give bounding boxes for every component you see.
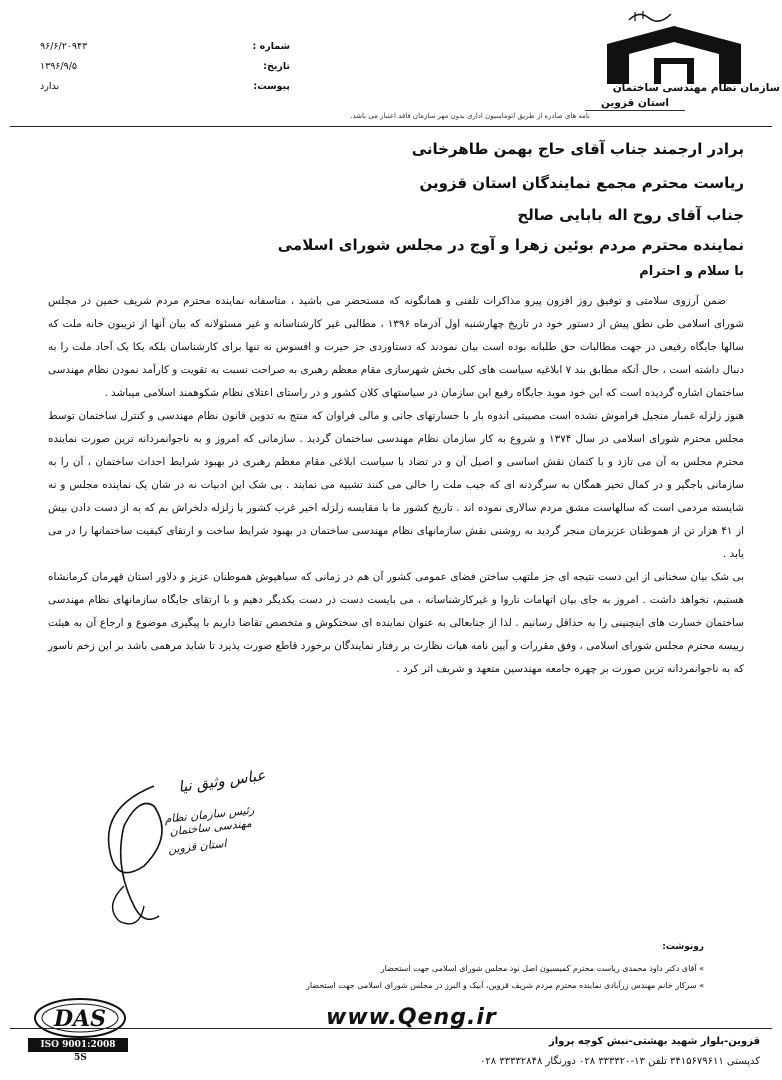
letter-body	[48, 290, 744, 681]
cc-item: » آقای دکتر داود محمدی ریاست محترم کمیسیون اصل نود مجلس شورای اسلامی جهت استحضار	[380, 964, 704, 973]
das-logo-text: DAS	[53, 1006, 107, 1032]
addressee-line-1: برادر ارجمند جناب آقای حاج بهمن طاهرخانی	[411, 140, 744, 158]
cc-label: رونوشت:	[662, 942, 704, 952]
footer-address: قزوین-بلوار شهید بهشتی-نبش کوچه پرواز	[549, 1036, 760, 1047]
meta-label: تاریخ:	[263, 60, 290, 72]
meta-attachment-row	[30, 76, 290, 96]
iso-number: 5S	[74, 1053, 87, 1063]
signer-title: رئیس سازمان نظام مهندسی ساختمان	[163, 803, 255, 839]
das-certification-logo	[30, 996, 130, 1040]
website-link[interactable]: www.Qeng.ir	[326, 1005, 497, 1030]
meta-label: پیوست:	[253, 80, 290, 92]
organization-city: استان قزوین	[585, 97, 685, 111]
body-paragraph: ضمن آرزوی سلامتی و توفیق روز افزون پیرو مذاکرات تلفنی و همانگونه که مستحضر می باشید ، متاسفانه نماینده محترم مردم شریف خمین در مجلس شورای اسلامی طی نطق پیش از دستور خود در تاریخ چهارشنبه اول آذرماه ۱۳۹۶ ، مطالبی غیر کارشناسانه و غیر مسئولانه که بیان آنها از تریبون خانه ملت که سالها جایگاه رفیعی در جهت مطالبات حق طلبانه بوده است بیان نمودند که دستاوردی جز حیرت و افسوس نه تنها برای کارشناسان بلکه یکا یک آحاد ملت را به دنبال داشته است ، حال آنکه مطابق بند ۷ ابلاغیه سیاست های کلی بخش شهرسازی مقام معظم رهبری به صراحت نسبت به تقویت و کارآمد نمودن نظام مهندسی ساختمان اشاره گردیده است که این خود موید جایگاه رفیع این سازمان در سیاستهای کلان کشور و در راستای اعتلای نظام شکوهمند اسلامی میباشد .	[48, 295, 744, 399]
cc-item: » سرکار خانم مهندس زرآبادی نماینده محترم مردم شریف قزوین، آبیک و البرز در مجلس شورای اسلامی جهت استحضار	[305, 981, 704, 990]
letter-date: ۱۳۹۶/۹/۵	[40, 60, 78, 72]
addressee-line-3: جناب آقای روح اله بابایی صالح	[517, 206, 744, 224]
organization-name: سازمان نظام مهندسی ساختمان	[612, 82, 780, 94]
building-logo-icon	[599, 24, 749, 86]
signer-name: عباس وثیق نیا	[177, 765, 267, 797]
basmala-calligraphy-icon	[625, 6, 675, 26]
body-paragraph: بی شک بیان سخنانی از این دست نتیجه ای جز ملتهب ساختن فضای عمومی کشور آن هم در زمانی که سیاهپوش هموطنان عزیز و دلاور استان قهرمان کرمانشاه هستیم، نخواهد داشت . امروز به جای بیان اتهامات ناروا و غیرکارشناسانه ، می بایست دست در دست یکدیگر دهیم و با ارتقای جایگاه سازمانهای نظام مهندسی ساختمان خسارت های اینچنینی را به حداقل رسانیم . لذا از جنابعالی به عنوان نماینده ای سختکوش و متخصص تقاضا داریم با پیگیری موضوع و ارجاع آن به هیئت رییسه محترم مجلس شورای اسلامی ، وفق مقررات و آیین نامه هیات نظارت بر رفتار نمایندگان برخورد قاطع صورت پذیرد تا شاید مرهمی باشد بر این زخم ناسور که به ناجوانمردانه ترین صورت بر چهره جامعه مهندسین متعهد و شریف اثر کرد .	[48, 571, 744, 675]
addressee-line-4: نماینده محترم مردم بوئین زهرا و آوج در مجلس شورای اسلامی	[277, 236, 744, 254]
greeting: با سلام و احترام	[639, 264, 744, 279]
footer-divider	[10, 1028, 772, 1029]
meta-number-row	[30, 36, 290, 56]
letter-number: ۹۶/۶/۲۰۹۴۳	[40, 40, 88, 52]
header-divider	[10, 126, 772, 127]
footer-phones: کدپستی ۳۴۱۵۶۷۹۶۱۱ تلفن ۱۳-۳۳۳۳۲۰ ۰۲۸ دورنگار ۳۳۳۳۲۸۴۸ ۰۲۸	[480, 1056, 760, 1067]
validity-note: نامه های صادره از طریق اتوماسیون اداری بدون مهر سازمان فاقد اعتبار می باشد.	[350, 112, 590, 120]
meta-date-row	[30, 56, 290, 76]
body-paragraph: هنوز زلزله غمبار منجیل فراموش نشده است مصیبتی اندوه بار با خسارتهای جانی و مالی فراوان که منتج به تدوین قانون نظام مهندسی و کنترل ساختمان توسط مجلس محترم شورای اسلامی در سال ۱۳۷۴ و شروع به کار سازمان نظام مهندسی ساختمان گردید . سازمانی که امروز و به ناجوانمردانه ترین صورت نماینده محترم مجلس به آن می تازد و با کتمان نقش اساسی و اصیل آن و در تضاد با سیاست ابلاغی مقام معظم رهبری در بهبود شرایط احداث ساختمان ، آن را به سازمانی باجگیر و در کمال تحیر همگان به سرگردنه ای که جیب ملت را خالی می کنند تشبیه می نمایند . بی شک این ادبیات نه در شان یک نماینده مجلس و نه شایسته مردمی است که سالهاست مشق مردم سالاری نموده اند . تاریخ کشور ما با مقایسه زلزله اخیر غرب کشور با زلزله دلخراش بم که به از دست دادن بیش از ۴۱ هزار تن از هموطنان عزیزمان منجر گردید به روشنی نقش سازمانهای نظام مهندسی ساختمان در بهبود شرایط ساخت و ارتقای کیفیت ساختمانها را در می یابد .	[48, 410, 744, 560]
iso-badge: ISO 9001:2008	[28, 1038, 128, 1052]
signer-city: استان قزوین	[167, 836, 228, 857]
meta-label: شماره :	[252, 40, 290, 52]
letter-meta	[30, 36, 290, 96]
letter-attachment: ندارد	[40, 80, 60, 92]
addressee-line-2: ریاست محترم مجمع نمایندگان استان قزوین	[419, 174, 744, 192]
